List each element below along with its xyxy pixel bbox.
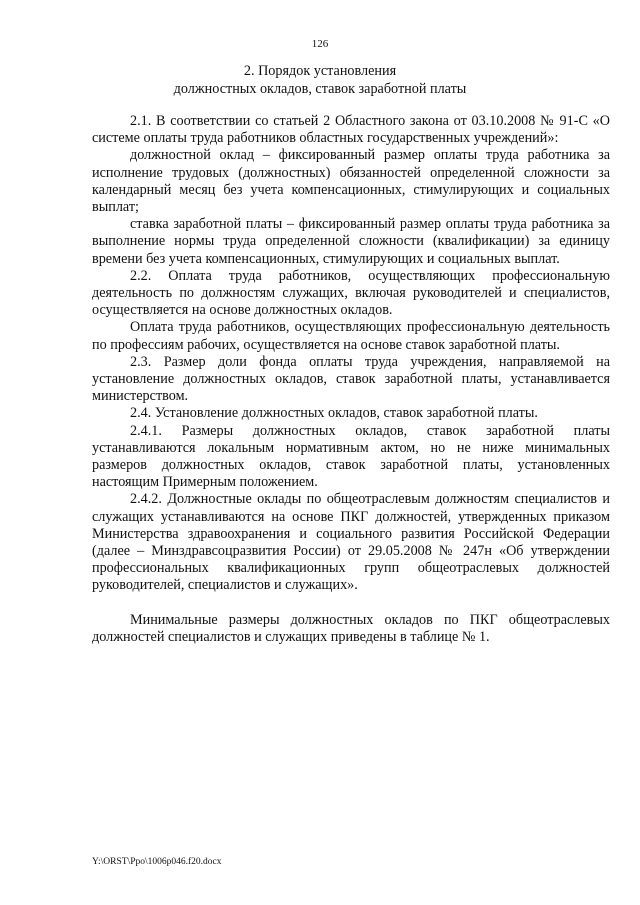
paragraph-2-4-2: 2.4.2. Должностные оклады по общеотраслевым должностям специалистов и служащих устанавливаются на основе ПКГ должностей, утвержденных приказом Министерства здравоохранения и социального развития Российской Федерации (далее – Минздравсоцразвития России) от 29.05.2008 № 247н «Об утверждении профессиональных квалификационных групп общеотраслевых должностей руководителей, специалистов и служащих». xyxy=(92,491,610,594)
paragraph-2-4-1: 2.4.1. Размеры должностных окладов, ставок заработной платы устанавливаются локальным нормативным актом, но не ниже минимальных размеров должностных окладов, ставок заработной платы, установленных настоящим Примерным положением. xyxy=(92,422,610,491)
section-title-line-2: должностных окладов, ставок заработной платы xyxy=(173,81,467,97)
paragraph-workers-pay: Оплата труда работников, осуществляющих профессиональную деятельность по профессиям рабочих, осуществляется на основе ставок заработной платы. xyxy=(92,319,610,353)
paragraph-2-4: 2.4. Установление должностных окладов, ставок заработной платы. xyxy=(130,405,538,422)
paragraph-official-salary-definition: должностной оклад – фиксированный размер оплаты труда работника за исполнение трудовых (должностных) обязанностей определенной сложности за календарный месяц без учета компенсационных, стимулирующих и социальных выплат; xyxy=(92,147,610,216)
paragraph-wage-rate-definition: ставка заработной платы – фиксированный размер оплаты труда работника за выполнение нормы труда определенной сложности (квалификации) за единицу времени без учета компенсационных, стимулирующих и социальных выплат. xyxy=(92,216,610,267)
paragraph-2-3: 2.3. Размер доли фонда оплаты труда учреждения, направляемой на установление должностных окладов, ставок заработной платы, устанавливается министерством. xyxy=(92,353,610,405)
paragraph-spacer xyxy=(92,595,610,612)
document-body xyxy=(92,113,610,646)
section-title xyxy=(0,62,640,98)
file-path-footer: Y:\ORST\Ppo\1006p046.f20.docx xyxy=(92,857,222,867)
page-number: 126 xyxy=(311,38,329,50)
paragraph-table-reference: Минимальные размеры должностных окладов по ПКГ общеотраслевых должностей специалистов и служащих приведены в таблице № 1. xyxy=(92,611,610,645)
paragraph-2-2: 2.2. Оплата труда работников, осуществляющих профессиональную деятельность по должностям служащих, включая руководителей и специалистов, осуществляется на основе должностных окладов. xyxy=(92,267,610,319)
section-title-line-1: 2. Порядок установления xyxy=(243,63,397,79)
paragraph-2-1: 2.1. В соответствии со статьей 2 Областного закона от 03.10.2008 № 91-С «О системе оплаты труда работников областных государственных учреждений»: xyxy=(92,113,610,147)
